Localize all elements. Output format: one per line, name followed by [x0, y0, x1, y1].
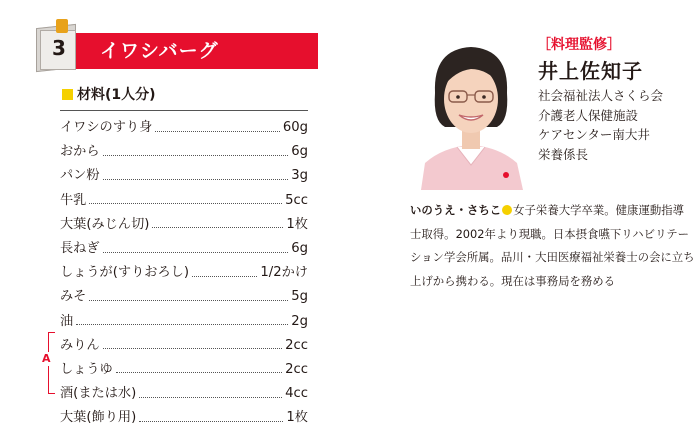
ingredient-name: しょうゆ — [60, 361, 113, 377]
supervisor-label: ［料理監修］ — [537, 37, 621, 53]
ingredient-row — [60, 140, 308, 164]
ingredient-amount: 4cc — [285, 386, 308, 402]
leader-dots — [76, 324, 288, 325]
affiliation-line: 栄養係長 — [538, 146, 589, 162]
ingredient-list — [60, 116, 308, 430]
ingredients-divider — [60, 110, 308, 111]
ingredient-row — [60, 164, 308, 188]
ingredient-amount: 1枚 — [286, 216, 308, 232]
clip-icon — [56, 19, 68, 33]
supervisor-affiliation — [538, 86, 688, 164]
leader-dots — [155, 131, 280, 132]
leader-dots — [139, 397, 282, 398]
ingredient-amount: 2g — [291, 313, 308, 329]
ingredient-name: パン粉 — [60, 168, 100, 184]
ingredient-amount: 60g — [282, 120, 308, 136]
ingredient-row — [60, 382, 308, 406]
leader-dots — [139, 421, 283, 422]
ingredient-name: イワシのすり身 — [60, 120, 153, 136]
ingredients-header — [62, 86, 156, 104]
leader-dots — [103, 252, 289, 253]
ingredient-name: 牛乳 — [60, 192, 87, 208]
ingredients-header-label: 材料(1人分) — [77, 87, 156, 103]
ingredient-name: みそ — [60, 289, 87, 305]
ingredient-amount: 2cc — [285, 361, 308, 377]
ingredient-row — [60, 310, 308, 334]
leader-dots — [103, 179, 289, 180]
ingredient-name: みりん — [60, 337, 100, 353]
ingredient-name: 大葉(飾り用) — [60, 410, 137, 426]
ingredient-row — [60, 237, 308, 261]
ingredient-amount: 5cc — [285, 192, 308, 208]
recipe-number: 3 — [52, 36, 66, 60]
ingredient-row — [60, 285, 308, 309]
ingredient-row — [60, 358, 308, 382]
ingredient-row — [60, 406, 308, 430]
ingredient-name: 大葉(みじん切) — [60, 216, 150, 232]
portrait-image — [413, 35, 530, 190]
group-label: A — [42, 352, 51, 365]
affiliation-line: 介護老人保健施設 — [538, 107, 639, 123]
supervisor-name: 井上佐知子 — [538, 59, 643, 83]
ingredient-amount: 6g — [291, 144, 308, 160]
ingredient-amount: 3g — [291, 168, 308, 184]
yellow-square-icon — [62, 89, 73, 100]
ingredient-name: おから — [60, 144, 100, 160]
supervisor-bio — [410, 199, 695, 293]
supervisor-photo — [413, 35, 530, 190]
ingredient-row — [60, 334, 308, 358]
ingredient-amount: 1/2かけ — [260, 265, 308, 281]
yellow-dot-icon — [502, 205, 512, 215]
leader-dots — [192, 276, 257, 277]
ingredient-row — [60, 189, 308, 213]
ingredient-row — [60, 116, 308, 140]
bio-text: 女子栄養大学卒業。健康運動指導士取得。2002年より現職。日本摂食嚥下リハビリテーション学会所属。品川・大田医療福祉栄養士の会に立ち上げから携わる。現在は事務局を務める — [410, 203, 695, 288]
ingredient-amount: 1枚 — [286, 410, 308, 426]
ingredient-name: 長ねぎ — [60, 241, 100, 257]
ingredient-name: しょうが(すりおろし) — [60, 265, 189, 281]
ingredient-amount: 2cc — [285, 337, 308, 353]
leader-dots — [89, 300, 288, 301]
leader-dots — [103, 348, 283, 349]
recipe-title: イワシバーグ — [100, 40, 219, 62]
ingredient-row — [60, 213, 308, 237]
recipe-title-banner — [30, 26, 320, 70]
bio-name: いのうえ・さちこ — [410, 203, 502, 217]
ingredient-amount: 5g — [291, 289, 308, 305]
ingredient-row — [60, 261, 308, 285]
affiliation-line: ケアセンター南大井 — [538, 127, 650, 142]
leader-dots — [103, 155, 289, 156]
ingredient-amount: 6g — [291, 241, 308, 257]
affiliation-line: 社会福祉法人さくら会 — [538, 88, 664, 103]
ingredient-name: 油 — [60, 313, 74, 329]
leader-dots — [89, 203, 282, 204]
leader-dots — [116, 372, 282, 373]
ingredient-name: 酒(または水) — [60, 386, 137, 402]
leader-dots — [152, 227, 283, 228]
